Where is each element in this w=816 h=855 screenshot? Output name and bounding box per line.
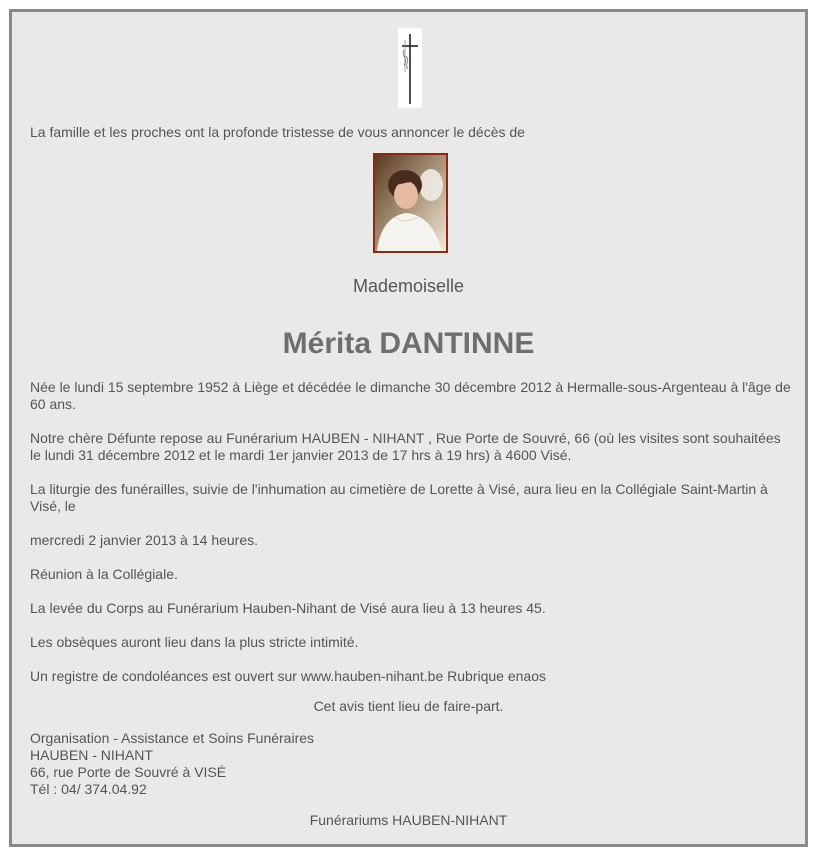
cross-emblem xyxy=(398,28,422,108)
death-notice-card xyxy=(9,9,808,847)
announcement-body xyxy=(30,379,795,702)
departure-paragraph: La levée du Corps au Funérarium Hauben-Nihant de Visé aura lieu à 13 heures 45. xyxy=(30,600,546,616)
rest-location-paragraph: Notre chère Défunte repose au Funérarium HAUBEN - NIHANT , Rue Porte de Souvré, 66 (où les visites sont souhaitées le lundi 31 décembre 2012 et le mardi 1er janvier 2013 de 17 hrs à 19 hrs) à 4600 Visé. xyxy=(30,430,781,463)
faire-part-note: Cet avis tient lieu de faire-part. xyxy=(313,698,504,714)
condolences-paragraph: Un registre de condoléances est ouvert sur www.hauben-nihant.be Rubrique enaos xyxy=(30,668,546,684)
organisation-block xyxy=(30,730,314,798)
intro-text: La famille et les proches ont la profonde tristesse de vous annoncer le décès de xyxy=(30,124,525,140)
organisation-name: HAUBEN - NIHANT xyxy=(30,747,153,763)
portrait-image xyxy=(375,155,446,251)
organisation-title: Organisation - Assistance et Soins Funéraires xyxy=(30,730,315,746)
meeting-paragraph: Réunion à la Collégiale. xyxy=(30,566,178,582)
birth-death-paragraph: Née le lundi 15 septembre 1952 à Liège et décédée le dimanche 30 décembre 2012 à Hermalle-sous-Argenteau à l'âge de 60 ans. xyxy=(30,379,791,412)
deceased-name: Mérita DANTINNE xyxy=(282,327,535,360)
deceased-photo xyxy=(373,153,448,253)
organisation-phone: Tél : 04/ 374.04.92 xyxy=(30,781,147,797)
liturgy-paragraph: La liturgie des funérailles, suivie de l'inhumation au cimetière de Lorette à Visé, aura lieu en la Collégiale Saint-Martin à Visé, le xyxy=(30,481,768,514)
footer-signature: Funérariums HAUBEN-NIHANT xyxy=(309,812,508,828)
ceremony-date: mercredi 2 janvier 2013 à 14 heures. xyxy=(30,532,259,548)
privacy-paragraph: Les obsèques auront lieu dans la plus stricte intimité. xyxy=(30,634,359,650)
honorific: Mademoiselle xyxy=(352,276,465,296)
cross-icon xyxy=(398,28,422,108)
organisation-address: 66, rue Porte de Souvré à VISÉ xyxy=(30,764,227,780)
